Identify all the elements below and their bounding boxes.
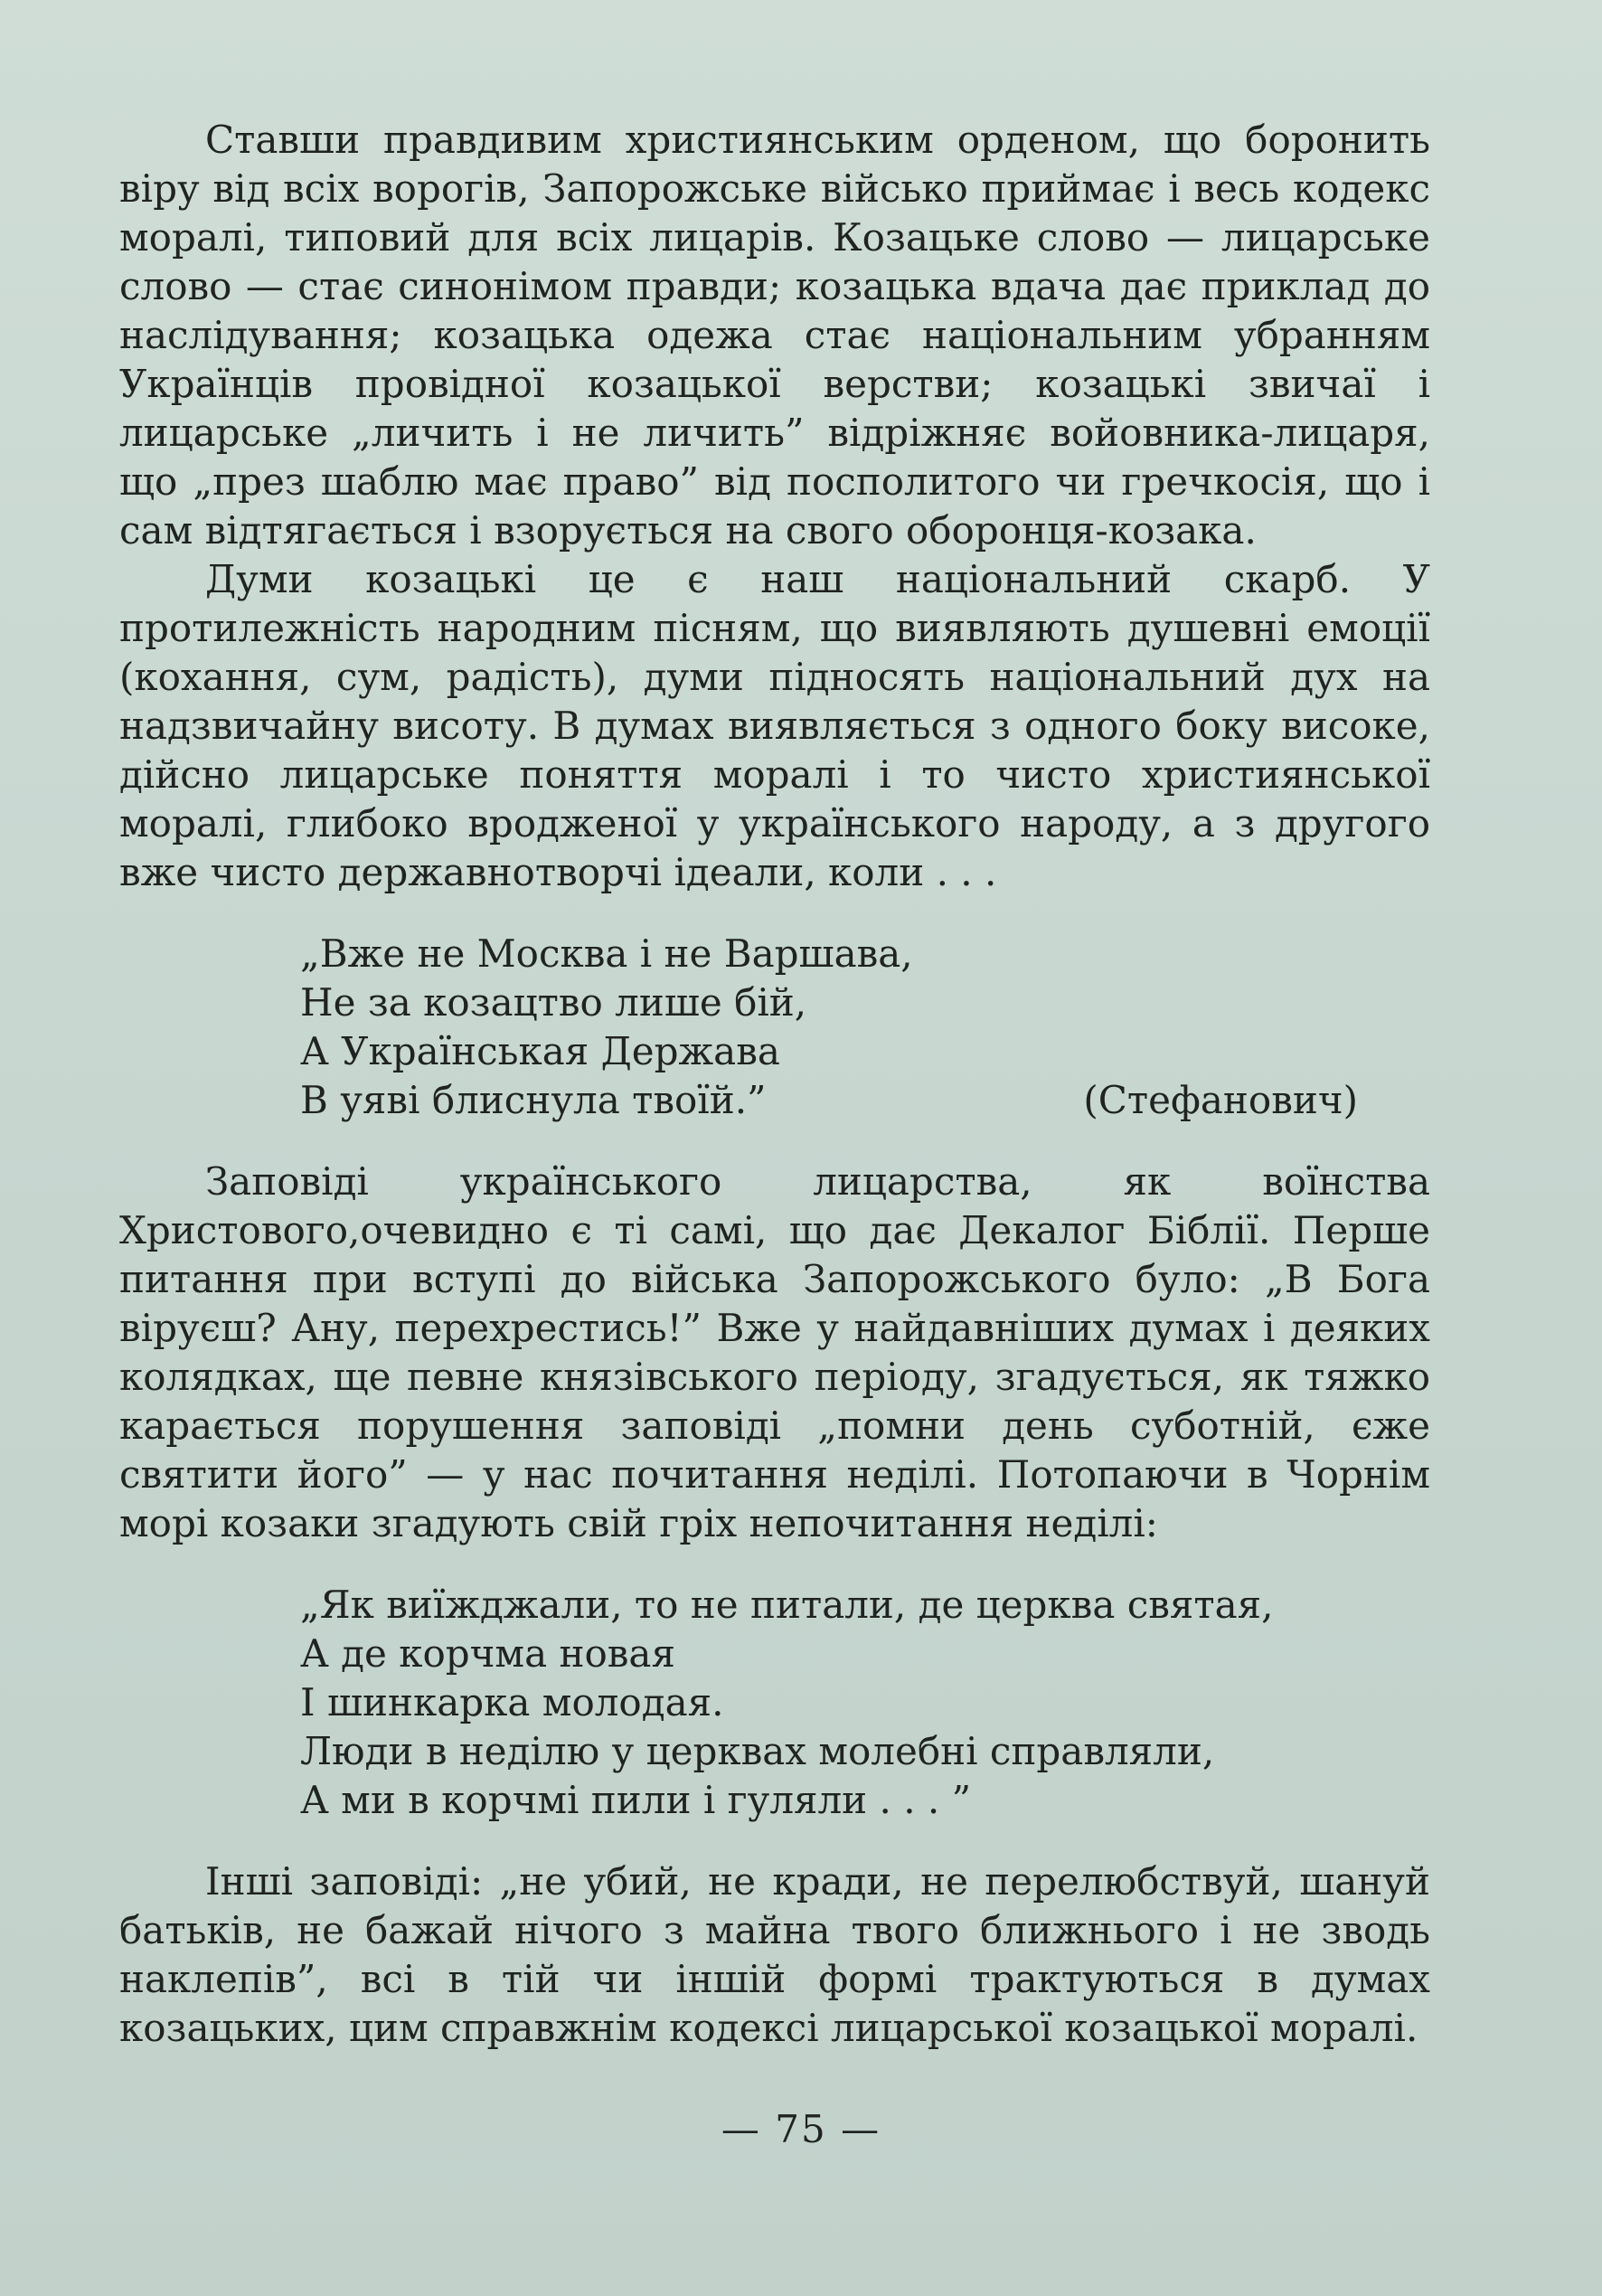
- verse-line: В уяві блиснула твоїй.”: [300, 1078, 767, 1122]
- verse-line: „Вже не Москва і не Варшава,: [300, 931, 913, 976]
- verse-line: „Як виїжджали, то не питали, де церква святая,: [300, 1583, 1274, 1627]
- paragraph-zaporozhian-order: Ставши правдивим християнським орденом, що боронить віру від всіх ворогів, Запорожське військо приймає і весь кодекс моралі, типовий для всіх лицарів. Козацьке слово — лицарське слово — стає синонімом правди; козацька вдача дає приклад до наслідування; козацька одежа стає національним убранням Українців провідної козацької верстви; козацькі звичаї і лицарське „личить і не личить” відріжняє войовника-лицаря, що „през шаблю має право” від посполитого чи гречкосія, що і сам відтягається і взорується на свого оборонця-козака.: [119, 118, 1430, 553]
- verse-line: І шинкарка молодая.: [300, 1680, 724, 1724]
- verse-attribution: (Стефанович): [1083, 1078, 1358, 1122]
- verse-line: Люди в неділю у церквах молебні справляли,: [300, 1729, 1215, 1773]
- verse-line: Не за козацтво лише бій,: [300, 980, 807, 1025]
- verse-line: А ми в корчмі пили і гуляли . . . ”: [300, 1778, 972, 1822]
- paragraph-cossack-dumas: Думи козацькі це є наш національний скарб. У протилежність народним пісням, що виявляють душевні емоції (кохання, сум, радість), думи підносять національний дух на надзвичайну висоту. В думах виявляється з одного боку високе, дійсно лицарське поняття моралі і то чисто християнської моралі, глибоко вродженої у українського народу, а з другого вже чисто державнотворчі ідеали, коли . . .: [119, 557, 1430, 894]
- verse-stefanovych: [300, 930, 1430, 1125]
- page-number: — 75 —: [721, 2107, 881, 2151]
- verse-black-sea: [300, 1581, 1430, 1825]
- text-column: [119, 116, 1430, 2053]
- paragraph-other-commandments: Інші заповіді: „не убий, не кради, не перелюбствуй, шануй батьків, не бажай нічого з майна твого ближнього і не зводь наклепів”, всі в тій чи іншій формі трактуються в думах козацьких, цим справжнім кодексі лицарської козацької моралі.: [119, 1859, 1430, 2050]
- verse-line: А Українськая Держава: [300, 1029, 780, 1073]
- paragraph-commandments: Заповіді українського лицарства, як воїнства Христового,очевидно є ті самі, що дає Декалог Біблії. Перше питання при вступі до війська Запорожського було: „В Бога віруєш? Ану, перехрестись!” Вже у найдавніших думах і деяких колядках, ще певне князівського періоду, згадується, як тяжко карається порушення заповіді „помни день суботній, єже святити його” — у нас почитання неділі. Потопаючи в Чорнім морі козаки згадують свій гріх непочитання неділі:: [119, 1159, 1430, 1545]
- verse-line: А де корчма новая: [300, 1631, 675, 1676]
